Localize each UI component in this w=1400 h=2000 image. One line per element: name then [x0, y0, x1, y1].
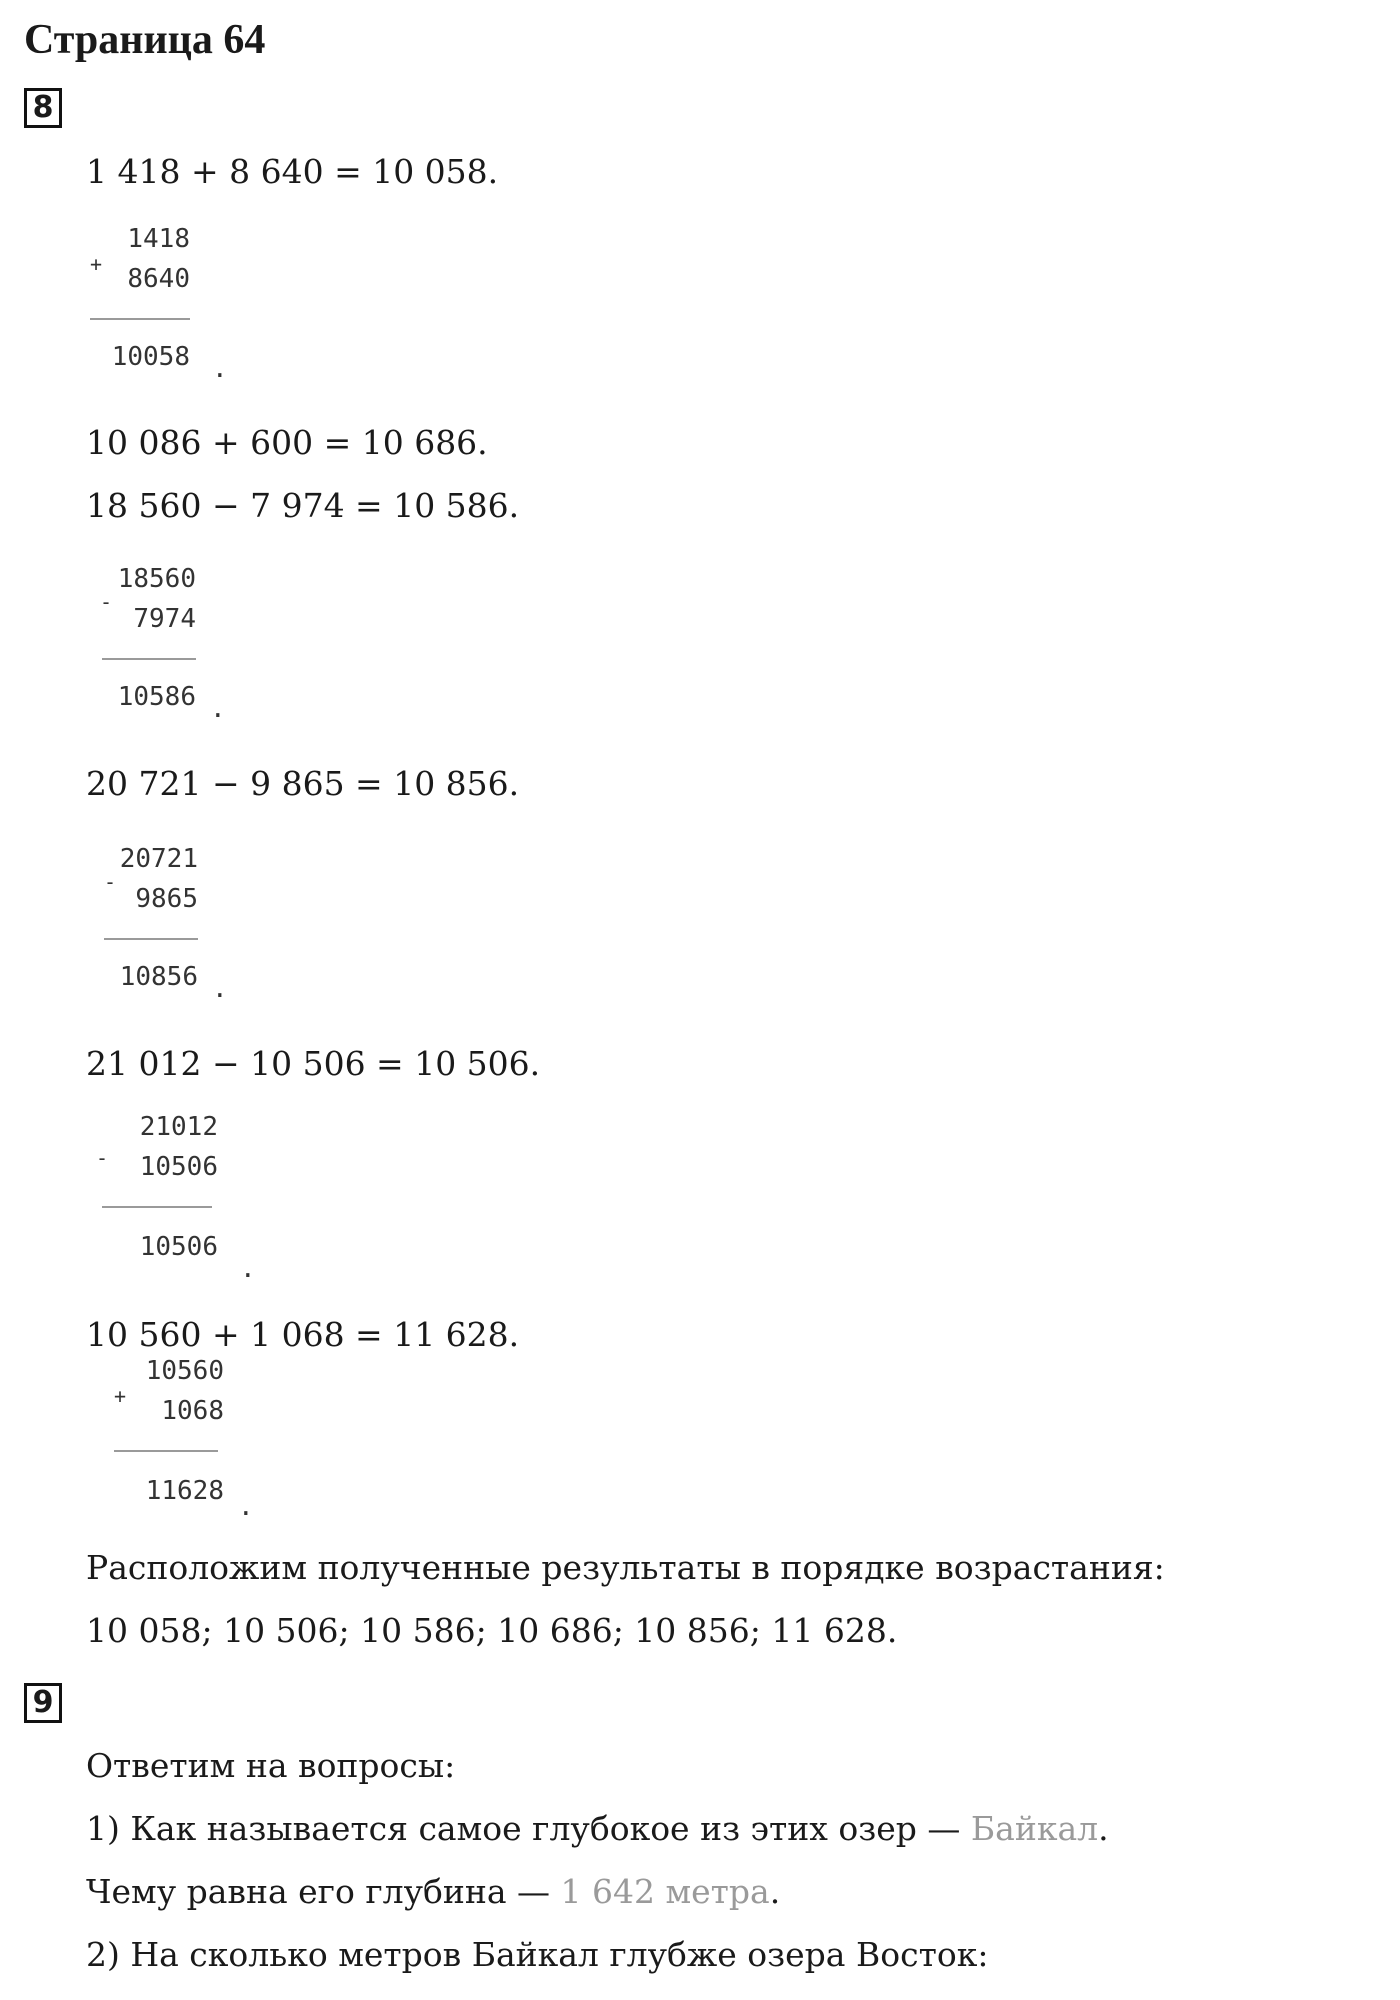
column-dot: .: [210, 694, 226, 724]
column-addition-1: [86, 224, 246, 394]
minus-sign: -: [104, 870, 117, 894]
column-rule: [114, 1450, 218, 1452]
answer-text: 1 642 метра: [560, 1872, 770, 1911]
column-dot: .: [212, 974, 228, 1004]
column-dot: .: [238, 1492, 254, 1522]
column-bottom-number: 1068: [161, 1396, 224, 1426]
column-top-number: 18560: [117, 564, 196, 594]
column-rule: [90, 318, 190, 320]
task9-question-1: [86, 1807, 1109, 1851]
column-top-number: 20721: [119, 844, 198, 874]
column-bottom-number: 8640: [127, 264, 190, 294]
equation-4: 20 721 − 9 865 = 10 856.: [86, 764, 520, 803]
column-top-number: 1418: [127, 224, 190, 254]
equation-2: 10 086 + 600 = 10 686.: [86, 423, 488, 462]
task-number-8: 8: [24, 88, 62, 128]
order-result: 10 058; 10 506; 10 586; 10 686; 10 856; 11 628.: [86, 1611, 898, 1650]
column-result-number: 11628: [145, 1476, 224, 1506]
column-bottom-number: 7974: [133, 604, 196, 634]
question-end: .: [769, 1872, 781, 1911]
column-bottom-number: 9865: [135, 884, 198, 914]
column-subtraction-3: [86, 1112, 266, 1292]
column-rule: [102, 1206, 212, 1208]
task9-question-2: 2) На сколько метров Байкал глубже озера Восток:: [86, 1935, 989, 1974]
plus-sign: +: [114, 1384, 127, 1408]
column-dot: .: [240, 1254, 256, 1284]
equation-6: 10 560 + 1 068 = 11 628.: [86, 1315, 520, 1354]
answer-text: Байкал: [970, 1809, 1099, 1848]
column-rule: [104, 938, 198, 940]
column-rule: [102, 658, 196, 660]
column-subtraction-1: [86, 564, 246, 734]
minus-sign: -: [96, 1146, 109, 1170]
task9-intro: Ответим на вопросы:: [86, 1746, 456, 1785]
column-result-number: 10506: [139, 1232, 218, 1262]
task9-question-1b: [86, 1870, 780, 1914]
column-subtraction-2: [86, 844, 246, 1014]
equation-5: 21 012 − 10 506 = 10 506.: [86, 1044, 541, 1083]
question-text: Чему равна его глубина —: [86, 1872, 561, 1911]
question-end: .: [1098, 1809, 1109, 1848]
equation-1: 1 418 + 8 640 = 10 058.: [86, 152, 499, 191]
column-bottom-number: 10506: [139, 1152, 218, 1182]
order-intro: Расположим полученные результаты в порядке возрастания:: [86, 1548, 1165, 1587]
task-number-9: 9: [24, 1683, 62, 1723]
column-top-number: 10560: [145, 1356, 224, 1386]
column-result-number: 10586: [117, 682, 196, 712]
equation-3: 18 560 − 7 974 = 10 586.: [86, 486, 520, 525]
column-result-number: 10058: [111, 342, 190, 372]
column-dot: .: [212, 354, 228, 384]
column-addition-2: [86, 1356, 276, 1526]
column-top-number: 21012: [139, 1112, 218, 1142]
column-result-number: 10856: [119, 962, 198, 992]
page-title: Страница 64: [24, 17, 266, 63]
minus-sign: -: [100, 590, 113, 614]
question-text: 1) Как называется самое глубокое из этих озер —: [86, 1809, 971, 1848]
plus-sign: +: [90, 252, 103, 276]
